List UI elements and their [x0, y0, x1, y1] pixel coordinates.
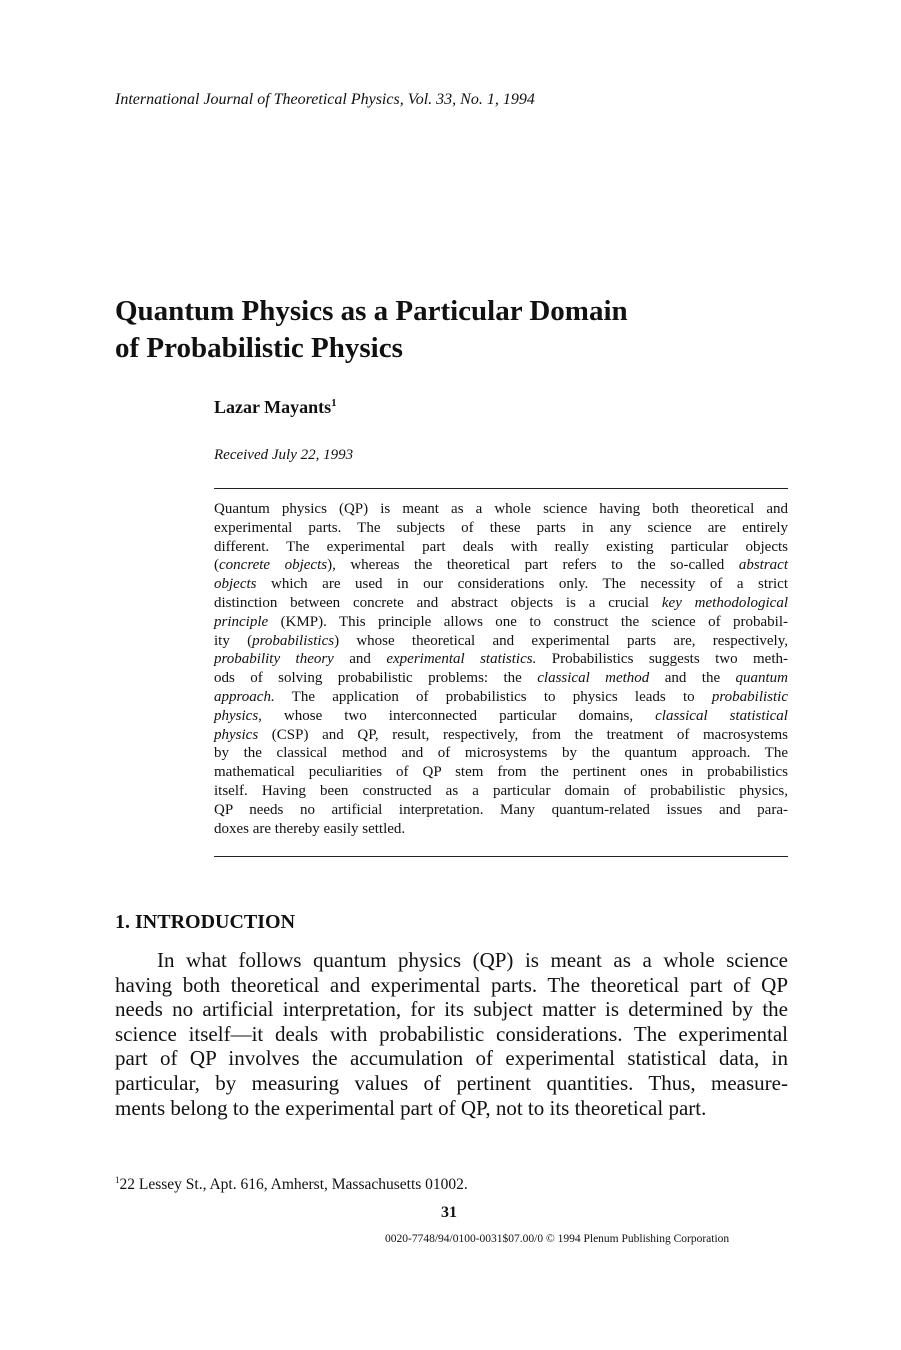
abstract-text-run: QP needs no artificial interpretation. Many quantum-related issues and para-	[214, 801, 788, 818]
abstract-text-run: doxes are thereby easily settled.	[214, 820, 406, 837]
abstract-line	[214, 744, 788, 763]
introduction-line: particular, by measuring values of pertinent quantities. Thus, measure-	[115, 1070, 788, 1095]
abstract-text-run: (	[214, 557, 219, 574]
abstract-text-run: and the	[649, 670, 736, 687]
abstract-text-run: which are used in our considerations only. The necessity of a strict	[256, 576, 788, 593]
abstract-text-run: ods of solving probabilistic problems: the	[214, 670, 538, 687]
abstract-italic-run: physics,	[214, 707, 262, 724]
abstract-italic-run: approach.	[214, 688, 275, 705]
footnote-text: 22 Lessey St., Apt. 616, Amherst, Massachusetts 01002.	[119, 1176, 468, 1194]
abstract-text-run: different. The experimental part deals with really existing particular objects	[214, 538, 788, 555]
abstract-italic-run: physics	[214, 726, 259, 743]
journal-citation: International Journal of Theoretical Physics, Vol. 33, No. 1, 1994	[115, 91, 535, 108]
abstract-italic-run: probabilistics	[252, 632, 335, 649]
author-name-text: Lazar Mayants	[214, 397, 332, 417]
introduction-body	[115, 948, 788, 1120]
abstract-text-run: Quantum physics (QP) is meant as a whole science having both theoretical and	[214, 501, 788, 517]
introduction-line: ments belong to the experimental part of QP, not to its theoretical part.	[115, 1095, 707, 1120]
article-title	[115, 293, 815, 367]
abstract-italic-run: concrete objects	[219, 557, 328, 574]
abstract-text-run: experimental parts. The subjects of these parts in any science are entirely	[214, 519, 788, 536]
received-date: Received July 22, 1993	[214, 447, 354, 463]
abstract-italic-run: objects	[214, 576, 257, 593]
abstract-line	[214, 801, 788, 820]
abstract-text-run: distinction between concrete and abstract objects is a crucial	[214, 594, 662, 611]
abstract-text-run: by the classical method and of microsystems by the quantum approach. The	[214, 745, 788, 762]
abstract-italic-run: quantum	[735, 670, 789, 687]
abstract-line	[214, 669, 788, 688]
abstract	[214, 500, 788, 838]
abstract-italic-run: classical statistical	[655, 707, 788, 724]
abstract-italic-run: key methodological	[661, 594, 789, 611]
section-heading: 1. INTRODUCTION	[115, 911, 296, 933]
abstract-italic-run: principle	[214, 613, 269, 630]
introduction-line: having both theoretical and experimental parts. The theoretical part of QP	[115, 972, 788, 997]
abstract-text-run: (CSP) and QP, result, respectively, from the treatment of macrosystems	[258, 726, 788, 743]
abstract-line	[214, 782, 788, 801]
introduction-line: In what follows quantum physics (QP) is meant as a whole science	[157, 948, 788, 972]
abstract-text-run: and	[333, 651, 387, 668]
abstract-text-run: ), whereas the theoretical part refers to the so-called	[327, 557, 739, 574]
abstract-text-run: (KMP). This principle allows one to construct the science of probabil-	[268, 613, 788, 630]
article-title-line-2: of Probabilistic Physics	[115, 332, 403, 364]
abstract-italic-run: abstract	[738, 557, 788, 574]
abstract-line	[214, 632, 788, 651]
abstract-line	[214, 519, 788, 538]
page-number: 31	[441, 1204, 457, 1221]
abstract-text-run: ) whose theoretical and experimental parts are, respectively,	[334, 632, 788, 649]
abstract-bottom-rule	[214, 856, 788, 857]
abstract-text-run: mathematical peculiarities of QP stem from the pertinent ones in probabilistics	[214, 764, 788, 781]
abstract-line	[214, 556, 788, 575]
author-name	[214, 397, 337, 418]
abstract-italic-run: probability theory	[214, 651, 334, 668]
abstract-line	[214, 726, 788, 745]
footnote	[115, 1175, 468, 1194]
introduction-line: needs no artificial interpretation, for its subject matter is determined by the	[115, 997, 788, 1022]
abstract-line	[214, 575, 788, 594]
introduction-line: science itself—it deals with probabilistic considerations. The experimental	[115, 1021, 788, 1046]
footnote-marker: 1	[115, 1175, 120, 1185]
abstract-italic-run: experimental statistics.	[386, 651, 537, 668]
abstract-text-run: ity (	[214, 632, 253, 649]
abstract-text-run: The application of probabilistics to physics leads to	[274, 688, 712, 705]
abstract-line	[214, 707, 788, 726]
abstract-line	[214, 688, 788, 707]
introduction-line: part of QP involves the accumulation of experimental statistical data, in	[115, 1046, 788, 1071]
abstract-text-run: Probabilistics suggests two meth-	[536, 651, 788, 668]
abstract-line	[214, 613, 788, 632]
abstract-text-run: whose two interconnected particular domains,	[261, 707, 656, 724]
abstract-line	[214, 763, 788, 782]
abstract-top-rule	[214, 488, 788, 489]
abstract-line	[214, 820, 788, 839]
abstract-line	[214, 500, 788, 519]
abstract-text-run: itself. Having been constructed as a particular domain of probabilistic physics,	[214, 782, 788, 799]
abstract-line	[214, 650, 788, 669]
author-footnote-marker: 1	[331, 397, 337, 409]
abstract-line	[214, 538, 788, 557]
abstract-italic-run: probabilistic	[711, 688, 788, 705]
abstract-italic-run: classical method	[537, 670, 650, 687]
copyright-line: 0020-7748/94/0100-0031$07.00/0 © 1994 Plenum Publishing Corporation	[385, 1233, 730, 1245]
article-title-line-1: Quantum Physics as a Particular Domain	[115, 295, 628, 327]
abstract-line	[214, 594, 788, 613]
